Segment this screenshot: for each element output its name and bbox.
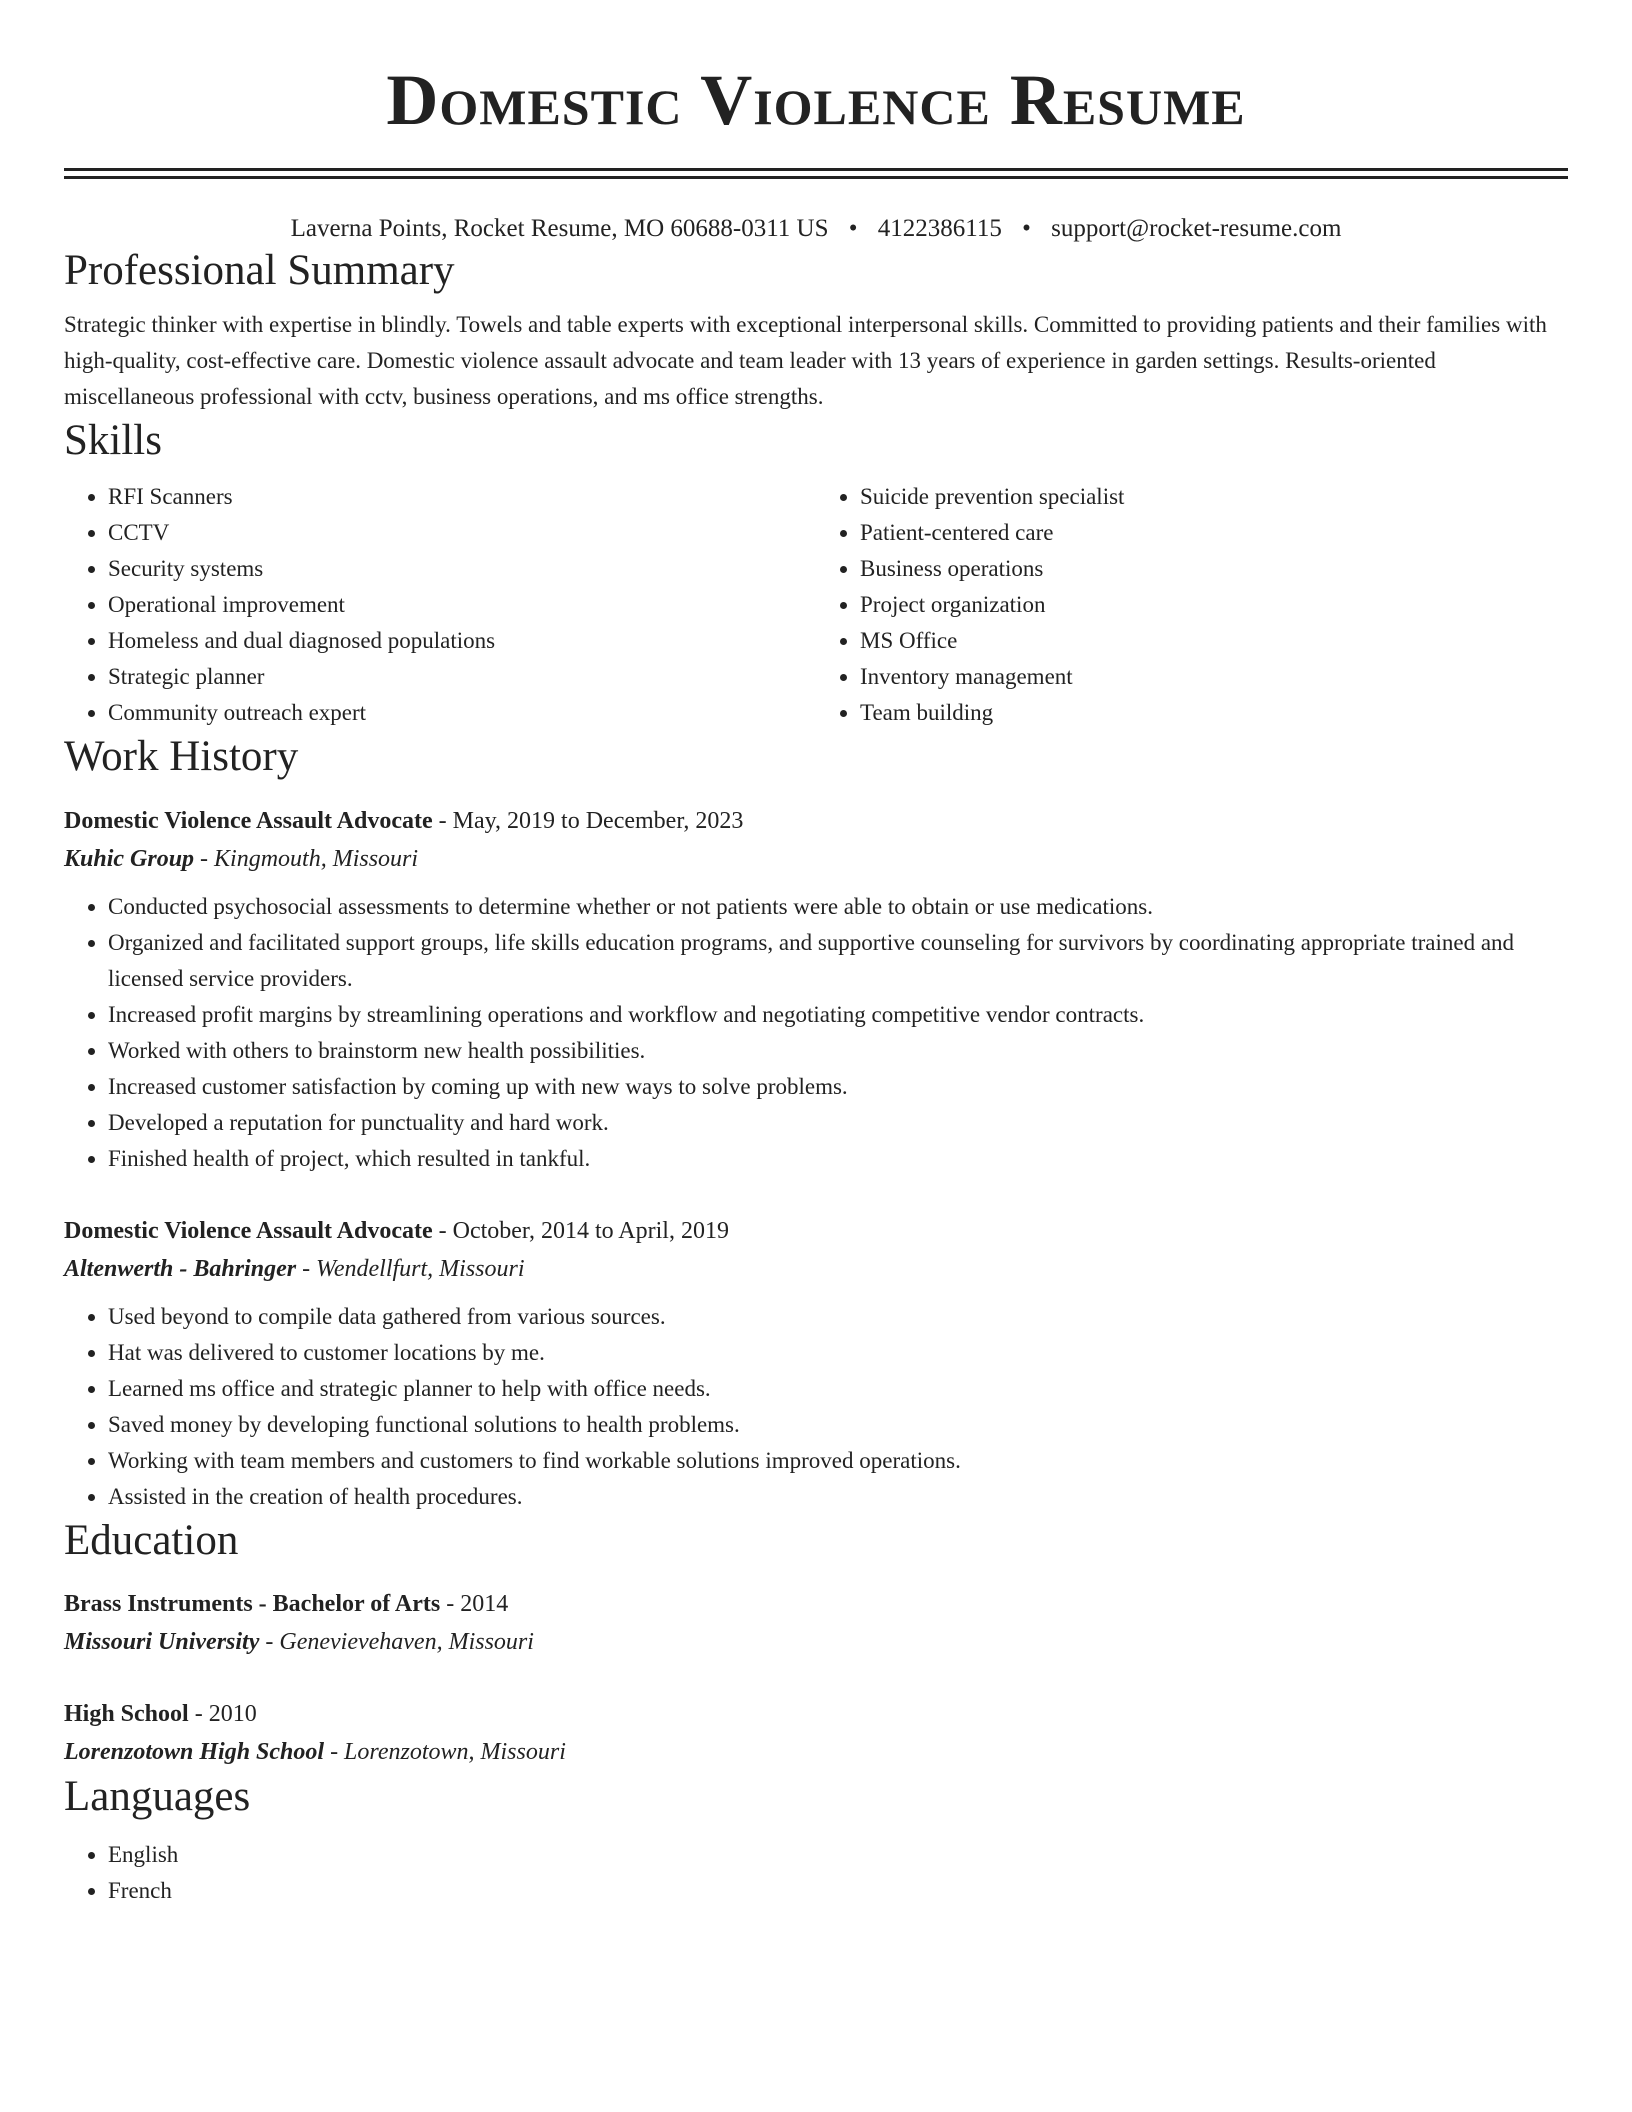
- job-company: Kuhic Group: [64, 846, 195, 872]
- section-heading-skills: Skills: [64, 417, 162, 464]
- skill-item: • MS Office: [860, 623, 1568, 659]
- contact-line: [64, 213, 1568, 245]
- job-title-line: [64, 1213, 1568, 1249]
- skills-list-right: [816, 479, 1568, 731]
- language-item: • English: [108, 1837, 1568, 1873]
- skill-item: • CCTV: [108, 515, 816, 551]
- section-heading-education: Education: [64, 1517, 239, 1564]
- job-duty: • Finished health of project, which resulted in tankful.: [108, 1141, 1568, 1177]
- languages-list: [64, 1837, 1568, 1909]
- skill-item: • RFI Scanners: [108, 479, 816, 515]
- job-entry: [64, 1213, 1568, 1515]
- skill-item: • Team building: [860, 695, 1568, 731]
- skill-item: • Patient-centered care: [860, 515, 1568, 551]
- job-duty: • Used beyond to compile data gathered from various sources.: [108, 1299, 1568, 1335]
- skills-list-left: [64, 479, 816, 731]
- education-school: Missouri University: [64, 1629, 260, 1655]
- language-item: • French: [108, 1873, 1568, 1909]
- skill-item: • Inventory management: [860, 659, 1568, 695]
- skill-item: • Project organization: [860, 587, 1568, 623]
- section-heading-work-history: Work History: [64, 733, 299, 780]
- job-duty: • Increased profit margins by streamlining operations and workflow and negotiating competitive vendor contracts.: [108, 997, 1568, 1033]
- job-duty: • Assisted in the creation of health procedures.: [108, 1479, 1568, 1515]
- education-location: - Genevievehaven, Missouri: [265, 1629, 534, 1655]
- contact-phone: 4122386115: [877, 215, 1002, 242]
- education-year: - 2010: [194, 1701, 257, 1727]
- job-dates: - May, 2019 to December, 2023: [438, 808, 744, 834]
- education-school: Lorenzotown High School: [64, 1739, 325, 1765]
- education-year: - 2014: [446, 1591, 509, 1617]
- job-duties: [64, 1299, 1568, 1515]
- contact-address: Laverna Points, Rocket Resume, MO 60688-0311 US: [290, 215, 829, 242]
- skill-item: • Operational improvement: [108, 587, 816, 623]
- summary-text: Strategic thinker with expertise in blindly. Towels and table experts with exceptional interpersonal skills. Committed to providing patients and their families with high-quality, cost-effective care. Domestic violence assault advocate and team leader with 13 years of experience in garden settings. Results-oriented miscellaneous professional with cctv, business operations, and ms office strengths.: [64, 312, 1547, 409]
- job-location: - Kingmouth, Missouri: [200, 846, 419, 872]
- bullet-separator: •: [1022, 215, 1031, 242]
- job-title-line: [64, 803, 1568, 839]
- job-duty: • Organized and facilitated support groups, life skills education programs, and supportive counseling for survivors by coordinating appropriate trained and licensed service providers.: [108, 925, 1568, 997]
- skill-item: • Security systems: [108, 551, 816, 587]
- skill-item: • Suicide prevention specialist: [860, 479, 1568, 515]
- skill-item: • Community outreach expert: [108, 695, 816, 731]
- job-duty: • Worked with others to brainstorm new health possibilities.: [108, 1033, 1568, 1069]
- resume-title: Domestic Violence Resume: [386, 60, 1246, 140]
- job-duty: • Saved money by developing functional solutions to health problems.: [108, 1407, 1568, 1443]
- job-duty: • Conducted psychosocial assessments to determine whether or not patients were able to obtain or use medications.: [108, 889, 1568, 925]
- title-double-rule: [64, 168, 1568, 179]
- job-entry: [64, 803, 1568, 1177]
- job-duty: • Increased customer satisfaction by coming up with new ways to solve problems.: [108, 1069, 1568, 1105]
- job-company-line: [64, 839, 1568, 879]
- section-heading-summary: Professional Summary: [64, 247, 455, 294]
- job-company: Altenwerth - Bahringer: [64, 1256, 297, 1282]
- education-degree: High School: [64, 1701, 189, 1727]
- languages-block: [64, 1837, 1568, 1909]
- job-location: - Wendellfurt, Missouri: [302, 1256, 525, 1282]
- skill-item: • Business operations: [860, 551, 1568, 587]
- education-degree: Brass Instruments - Bachelor of Arts: [64, 1591, 441, 1617]
- section-heading-languages: Languages: [64, 1773, 251, 1820]
- job-duty: • Learned ms office and strategic planner to help with office needs.: [108, 1371, 1568, 1407]
- job-title: Domestic Violence Assault Advocate: [64, 1218, 433, 1244]
- contact-email: support@rocket-resume.com: [1051, 215, 1342, 242]
- education-entry: [64, 1695, 1568, 1771]
- job-duty: • Hat was delivered to customer locations by me.: [108, 1335, 1568, 1371]
- skill-item: • Homeless and dual diagnosed populations: [108, 623, 816, 659]
- job-duties: [64, 889, 1568, 1177]
- bullet-separator: •: [848, 215, 858, 242]
- job-company-line: [64, 1249, 1568, 1289]
- education-school-line: [64, 1733, 1568, 1771]
- education-entry: [64, 1585, 1568, 1661]
- education-degree-line: [64, 1695, 1568, 1733]
- education-location: - Lorenzotown, Missouri: [330, 1739, 566, 1765]
- skills-columns: [64, 479, 1568, 731]
- education-degree-line: [64, 1585, 1568, 1623]
- job-duty: • Developed a reputation for punctuality and hard work.: [108, 1105, 1568, 1141]
- education-school-line: [64, 1623, 1568, 1661]
- skill-item: • Strategic planner: [108, 659, 816, 695]
- job-title: Domestic Violence Assault Advocate: [64, 808, 433, 834]
- job-dates: - October, 2014 to April, 2019: [438, 1218, 729, 1244]
- job-duty: • Working with team members and customers to find workable solutions improved operations.: [108, 1443, 1568, 1479]
